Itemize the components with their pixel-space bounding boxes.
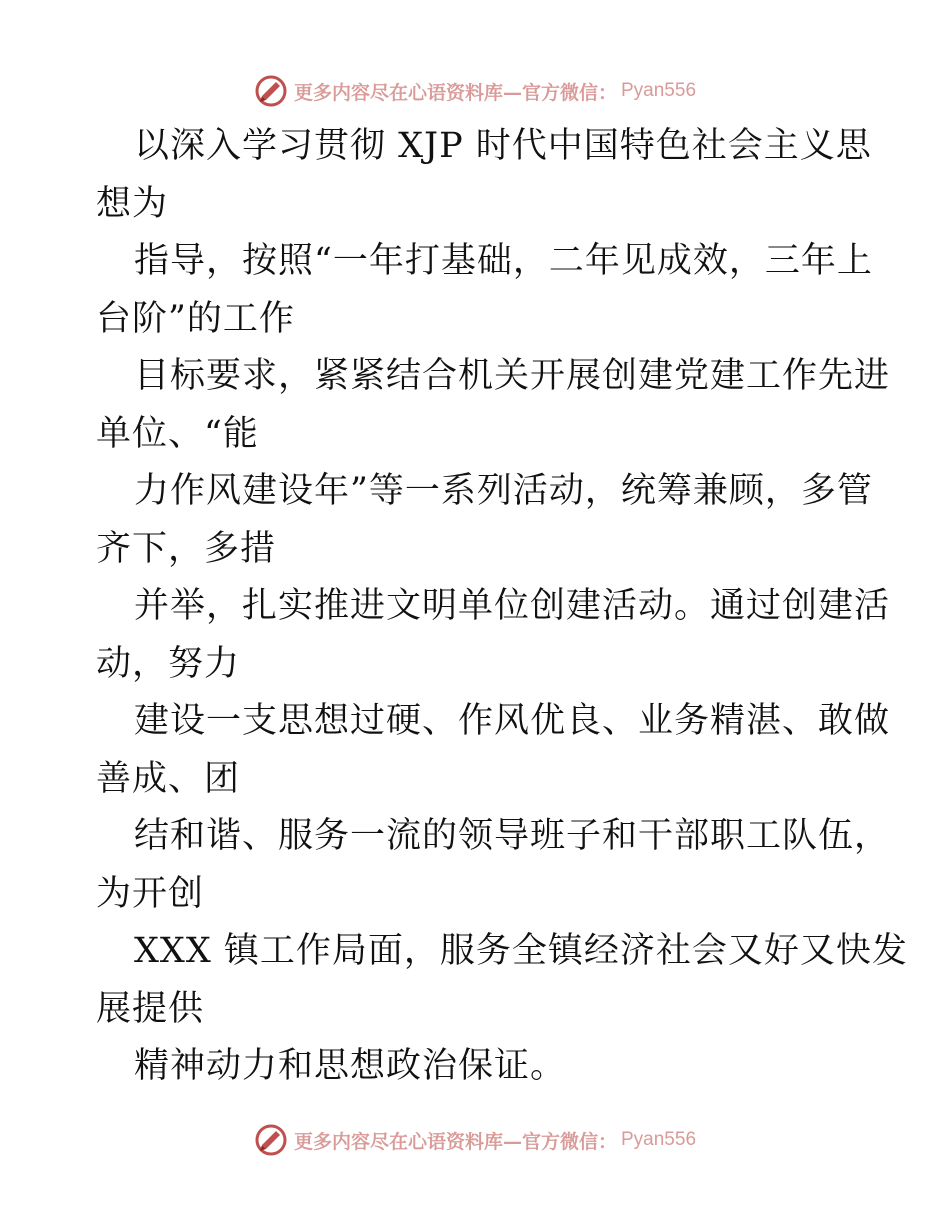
text-line: 建设一支思想过硬、作风优良、业务精湛、敢做 [134, 701, 891, 741]
text-line: 齐下，多措 [96, 528, 277, 569]
watermark-account: Pyan556 [621, 1129, 697, 1150]
text-line: 单位、“能 [96, 413, 259, 454]
text-line: 并举，扎实推进文明单位创建活动。通过创建活 [134, 586, 891, 626]
text-line: 台阶”的工作 [96, 298, 295, 339]
watermark-account: Pyan556 [621, 80, 697, 101]
watermark-text: 更多内容尽在心语资料库—官方微信： [293, 1130, 617, 1153]
text-line: 力作风建设年”等一系列活动，统筹兼顾，多管 [134, 471, 873, 511]
footer-watermark [0, 1120, 950, 1160]
text-line: 目标要求，紧紧结合机关开展创建党建工作先进 [134, 356, 891, 396]
header-watermark [0, 71, 950, 111]
text-line: XXX 镇工作局面，服务全镇经济社会又好又快发 [134, 931, 908, 971]
text-line: 为开创 [96, 873, 205, 914]
watermark-text: 更多内容尽在心语资料库—官方微信： [293, 81, 617, 104]
text-line: 想为 [96, 183, 169, 224]
red-circle-pen-logo-icon [254, 1123, 288, 1157]
text-line: 动，努力 [96, 643, 241, 684]
text-line: 善成、团 [96, 758, 241, 799]
red-circle-pen-logo-icon [254, 74, 288, 108]
text-line: 指导，按照“一年打基础，二年见成效，三年上 [134, 241, 873, 281]
text-line: 精神动力和思想政治保证。 [134, 1046, 567, 1086]
text-line: 结和谐、服务一流的领导班子和干部职工队伍， [134, 816, 891, 856]
document-body [96, 118, 908, 1096]
text-line: 以深入学习贯彻 XJP 时代中国特色社会主义思 [134, 126, 872, 166]
text-line: 展提供 [96, 988, 205, 1029]
